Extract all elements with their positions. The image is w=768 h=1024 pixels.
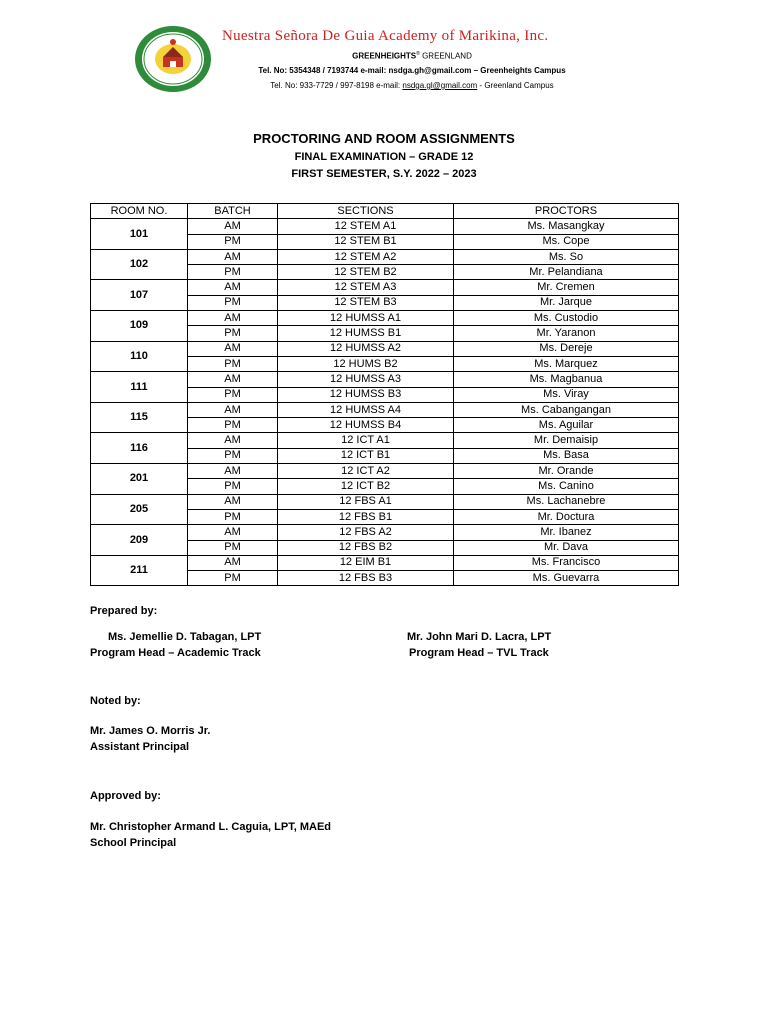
batch-cell: AM	[188, 311, 278, 326]
campus-greenheights: GREENHEIGHTS	[352, 51, 417, 61]
proctor-cell: Ms. Cabangangan	[454, 402, 679, 417]
table-row	[91, 402, 679, 417]
section-cell: 12 HUMSS B4	[278, 418, 454, 433]
batch-cell: AM	[188, 402, 278, 417]
header-proctors: PROCTORS	[454, 204, 679, 219]
prepared-right-name: Mr. John Mari D. Lacra, LPT	[407, 631, 552, 643]
section-cell: 12 FBS B3	[278, 571, 454, 586]
batch-cell: PM	[188, 571, 278, 586]
proctor-cell: Mr. Cremen	[454, 280, 679, 295]
batch-cell: PM	[188, 234, 278, 249]
proctor-cell: Ms. Viray	[454, 387, 679, 402]
room-number-cell: 201	[91, 464, 188, 495]
batch-cell: PM	[188, 295, 278, 310]
prepared-by-label: Prepared by:	[90, 605, 158, 617]
section-cell: 12 FBS A1	[278, 494, 454, 509]
table-row	[91, 341, 679, 356]
section-cell: 12 STEM A1	[278, 219, 454, 234]
proctor-cell: Ms. So	[454, 249, 679, 264]
document-title: PROCTORING AND ROOM ASSIGNMENTS	[253, 131, 515, 146]
section-cell: 12 FBS B2	[278, 540, 454, 555]
prepared-left-name: Ms. Jemellie D. Tabagan, LPT	[108, 631, 262, 643]
contact-greenland-email[interactable]: nsdga.gl@gmail.com	[402, 81, 478, 90]
section-cell: 12 HUMSS A1	[278, 311, 454, 326]
proctor-cell: Mr. Pelandiana	[454, 265, 679, 280]
batch-cell: AM	[188, 372, 278, 387]
room-number-cell: 209	[91, 525, 188, 556]
proctor-cell: Mr. Ibanez	[454, 525, 679, 540]
room-number-cell: 110	[91, 341, 188, 372]
batch-cell: AM	[188, 219, 278, 234]
batch-cell: PM	[188, 356, 278, 371]
room-number-cell: 111	[91, 372, 188, 403]
section-cell: 12 HUMSS A3	[278, 372, 454, 387]
noted-by-label: Noted by:	[90, 695, 141, 707]
proctor-cell: Ms. Guevarra	[454, 571, 679, 586]
section-cell: 12 STEM A2	[278, 249, 454, 264]
room-number-cell: 101	[91, 219, 188, 250]
table-row	[91, 525, 679, 540]
contact-greenland-suffix: - Greenland Campus	[477, 81, 554, 90]
room-number-cell: 107	[91, 280, 188, 311]
section-cell: 12 STEM B2	[278, 265, 454, 280]
proctor-cell: Mr. Jarque	[454, 295, 679, 310]
table-row	[91, 219, 679, 234]
section-cell: 12 HUMSS B1	[278, 326, 454, 341]
contact-greenland	[222, 81, 602, 90]
proctor-cell: Mr. Yaranon	[454, 326, 679, 341]
batch-cell: AM	[188, 525, 278, 540]
table-row	[91, 464, 679, 479]
batch-cell: AM	[188, 433, 278, 448]
contact-greenland-prefix: Tel. No: 933-7729 / 997-8198 e-mail:	[270, 81, 403, 90]
proctor-cell: Ms. Custodio	[454, 311, 679, 326]
table-row	[91, 249, 679, 264]
document-subtitle-semester: FIRST SEMESTER, S.Y. 2022 – 2023	[291, 168, 477, 180]
proctor-cell: Ms. Masangkay	[454, 219, 679, 234]
table-body	[91, 219, 679, 586]
batch-cell: PM	[188, 387, 278, 402]
batch-cell: PM	[188, 265, 278, 280]
batch-cell: AM	[188, 494, 278, 509]
batch-cell: AM	[188, 280, 278, 295]
table-row	[91, 372, 679, 387]
batch-cell: PM	[188, 418, 278, 433]
section-cell: 12 STEM B3	[278, 295, 454, 310]
proctor-cell: Ms. Basa	[454, 448, 679, 463]
campus-names: GREENHEIGHTS® GREENLAND	[352, 51, 472, 61]
proctor-cell: Ms. Aguilar	[454, 418, 679, 433]
proctor-cell: Ms. Lachanebre	[454, 494, 679, 509]
noted-title: Assistant Principal	[90, 741, 190, 753]
proctor-cell: Mr. Orande	[454, 464, 679, 479]
section-cell: 12 ICT A2	[278, 464, 454, 479]
section-cell: 12 FBS A2	[278, 525, 454, 540]
room-number-cell: 102	[91, 249, 188, 280]
table-row	[91, 494, 679, 509]
section-cell: 12 ICT A1	[278, 433, 454, 448]
section-cell: 12 STEM B1	[278, 234, 454, 249]
noted-name: Mr. James O. Morris Jr.	[90, 725, 211, 737]
header-batch: BATCH	[188, 204, 278, 219]
section-cell: 12 ICT B2	[278, 479, 454, 494]
room-number-cell: 211	[91, 555, 188, 586]
proctor-cell: Mr. Demaisip	[454, 433, 679, 448]
school-name: Nuestra Señora De Guia Academy of Marikina, Inc.	[222, 28, 549, 44]
proctor-cell: Mr. Doctura	[454, 509, 679, 524]
room-number-cell: 109	[91, 311, 188, 342]
room-assignment-table	[90, 203, 679, 586]
proctor-cell: Ms. Francisco	[454, 555, 679, 570]
section-cell: 12 HUMSS B3	[278, 387, 454, 402]
batch-cell: PM	[188, 540, 278, 555]
table-header-row	[91, 204, 679, 219]
batch-cell: AM	[188, 249, 278, 264]
section-cell: 12 HUMSS A4	[278, 402, 454, 417]
batch-cell: PM	[188, 448, 278, 463]
header-sections: SECTIONS	[278, 204, 454, 219]
proctor-cell: Ms. Magbanua	[454, 372, 679, 387]
section-cell: 12 FBS B1	[278, 509, 454, 524]
section-cell: 12 ICT B1	[278, 448, 454, 463]
batch-cell: AM	[188, 464, 278, 479]
section-cell: 12 HUMS B2	[278, 356, 454, 371]
section-cell: 12 EIM B1	[278, 555, 454, 570]
room-number-cell: 116	[91, 433, 188, 464]
table-row	[91, 311, 679, 326]
school-seal-icon	[134, 25, 212, 93]
prepared-right-title: Program Head – TVL Track	[409, 647, 549, 659]
approved-name: Mr. Christopher Armand L. Caguia, LPT, MAEd	[90, 821, 332, 833]
section-cell: 12 STEM A3	[278, 280, 454, 295]
proctor-cell: Ms. Marquez	[454, 356, 679, 371]
table-row	[91, 433, 679, 448]
table-row	[91, 280, 679, 295]
contact-greenheights: Tel. No: 5354348 / 7193744 e-mail: nsdga.gh@gmail.com – Greenheights Campus	[258, 66, 566, 75]
batch-cell: PM	[188, 509, 278, 524]
campus-greenland: GREENLAND	[422, 51, 472, 61]
proctor-cell: Ms. Canino	[454, 479, 679, 494]
approved-title: School Principal	[90, 837, 177, 849]
section-cell: 12 HUMSS A2	[278, 341, 454, 356]
approved-by-label: Approved by:	[90, 790, 161, 802]
proctor-cell: Ms. Cope	[454, 234, 679, 249]
batch-cell: PM	[188, 479, 278, 494]
proctor-cell: Ms. Dereje	[454, 341, 679, 356]
prepared-left-title: Program Head – Academic Track	[90, 647, 261, 659]
batch-cell: AM	[188, 341, 278, 356]
header-room-no: ROOM NO.	[91, 204, 188, 219]
batch-cell: PM	[188, 326, 278, 341]
batch-cell: AM	[188, 555, 278, 570]
table-row	[91, 555, 679, 570]
proctor-cell: Mr. Dava	[454, 540, 679, 555]
room-number-cell: 115	[91, 402, 188, 433]
document-subtitle-exam: FINAL EXAMINATION – GRADE 12	[294, 151, 474, 163]
room-number-cell: 205	[91, 494, 188, 525]
